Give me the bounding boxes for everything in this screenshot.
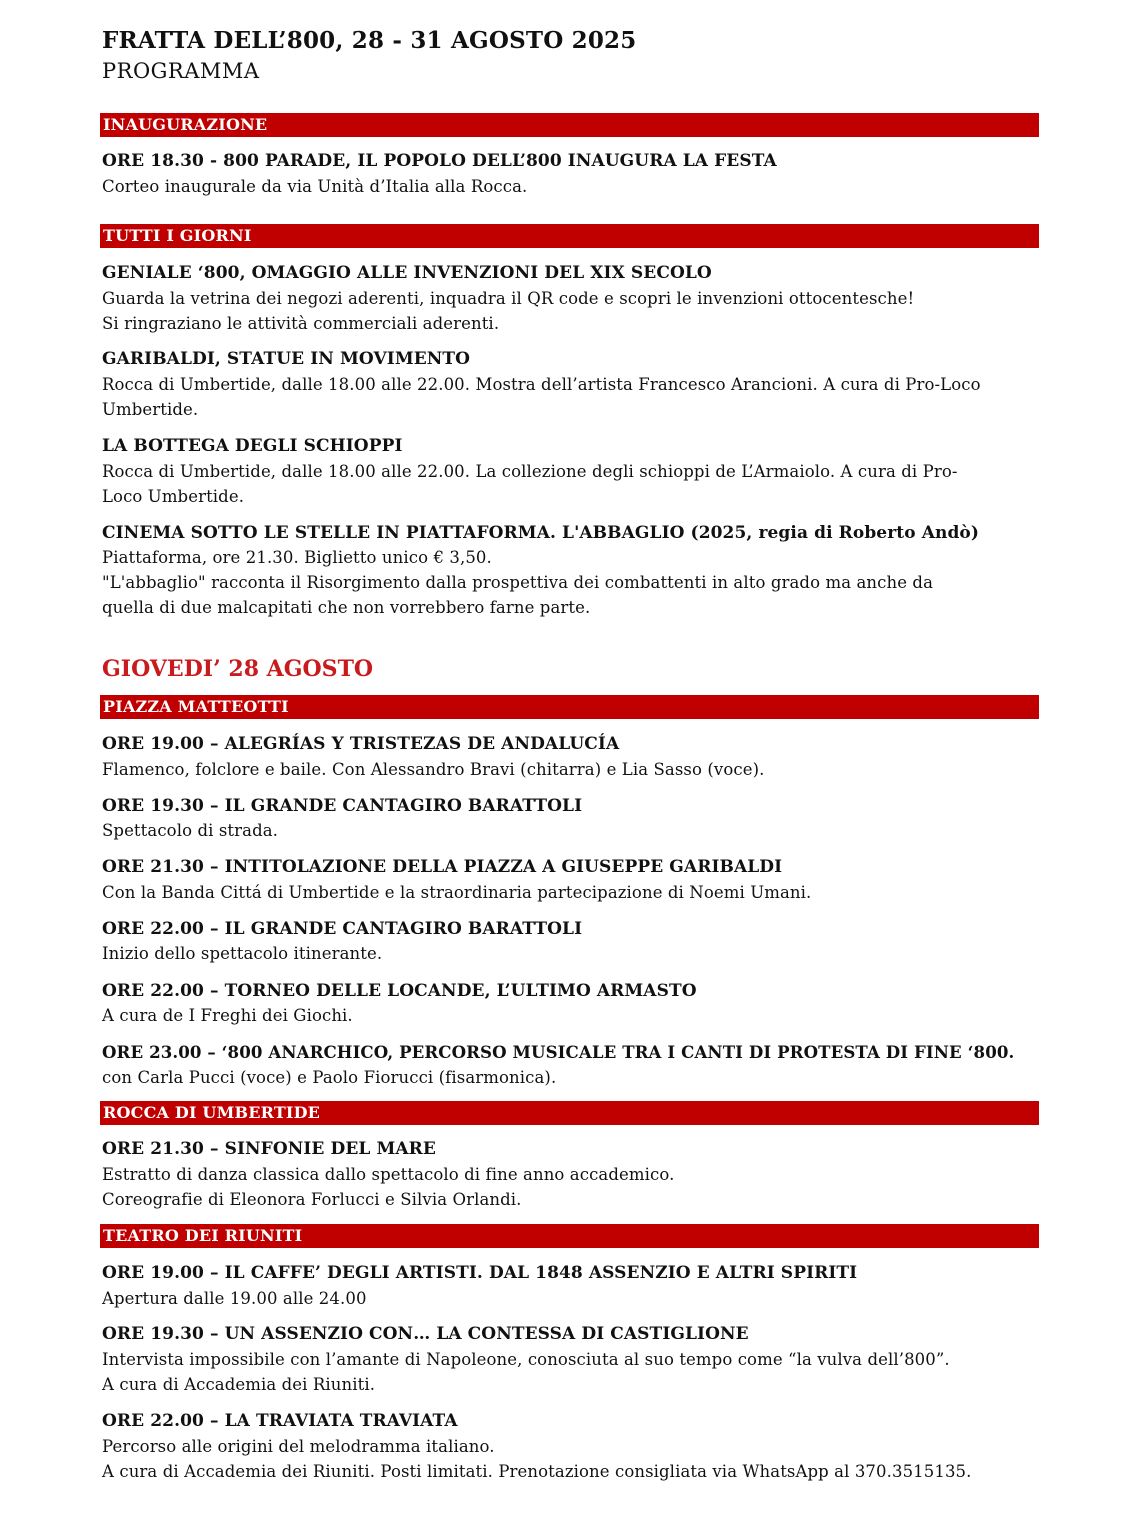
section-bar-teatro-dei-riuniti: TEATRO DEI RIUNITI [100, 1224, 1039, 1248]
event-title: ORE 19.00 – ALEGRÍAS Y TRISTEZAS DE ANDALUCÍA [102, 734, 620, 754]
event-description: Con la Banda Cittá di Umbertide e la straordinaria partecipazione di Noemi Umani. [102, 883, 812, 902]
event-description: "L'abbaglio" racconta il Risorgimento dalla prospettiva dei combattenti in alto grado ma anche da [102, 573, 934, 592]
event-title: ORE 22.00 – LA TRAVIATA TRAVIATA [102, 1411, 458, 1431]
section-bar-rocca-di-umbertide: ROCCA DI UMBERTIDE [100, 1101, 1039, 1125]
event-description: Percorso alle origini del melodramma italiano. [102, 1437, 495, 1456]
event-description: Umbertide. [102, 400, 199, 419]
event-description: Intervista impossibile con l’amante di Napoleone, conosciuta al suo tempo come “la vulva dell’800”. [102, 1350, 950, 1369]
event-description: Loco Umbertide. [102, 487, 245, 506]
event-description: A cura di Accademia dei Riuniti. [102, 1375, 376, 1394]
event-title: ORE 23.00 – ‘800 ANARCHICO, PERCORSO MUSICALE TRA I CANTI DI PROTESTA DI FINE ‘800. [102, 1042, 1015, 1062]
page-subtitle: PROGRAMMA [102, 59, 260, 83]
event-description: Inizio dello spettacolo itinerante. [102, 944, 383, 963]
page-title: FRATTA DELL’800, 28 - 31 AGOSTO 2025 [102, 27, 637, 54]
day-heading: GIOVEDI’ 28 AGOSTO [102, 656, 374, 682]
event-title: LA BOTTEGA DEGLI SCHIOPPI [102, 436, 403, 456]
event-description: con Carla Pucci (voce) e Paolo Fiorucci (fisarmonica). [102, 1068, 557, 1087]
section-bar-tutti-i-giorni: TUTTI I GIORNI [100, 224, 1039, 248]
event-description: Guarda la vetrina dei negozi aderenti, inquadra il QR code e scopri le invenzioni ottocentesche! [102, 289, 915, 308]
event-description: Piattaforma, ore 21.30. Biglietto unico € 3,50. [102, 548, 492, 567]
event-description: Apertura dalle 19.00 alle 24.00 [102, 1289, 367, 1308]
event-description: Corteo inaugurale da via Unità d’Italia alla Rocca. [102, 177, 528, 196]
event-description: Spettacolo di strada. [102, 821, 279, 840]
section-bar-piazza-matteotti: PIAZZA MATTEOTTI [100, 695, 1039, 719]
event-title: ORE 18.30 - 800 PARADE, IL POPOLO DELL’800 INAUGURA LA FESTA [102, 151, 777, 171]
event-description: A cura di Accademia dei Riuniti. Posti limitati. Prenotazione consigliata via WhatsApp al 370.3515135. [102, 1462, 972, 1481]
event-title: ORE 21.30 – INTITOLAZIONE DELLA PIAZZA A GIUSEPPE GARIBALDI [102, 857, 783, 877]
section-bar-inaugurazione: INAUGURAZIONE [100, 113, 1039, 137]
event-description: Coreografie di Eleonora Forlucci e Silvia Orlandi. [102, 1190, 522, 1209]
event-description: Rocca di Umbertide, dalle 18.00 alle 22.00. Mostra dell’artista Francesco Arancioni. A cura di Pro-Loco [102, 375, 981, 394]
event-title: GARIBALDI, STATUE IN MOVIMENTO [102, 349, 471, 369]
event-description: Flamenco, folclore e baile. Con Alessandro Bravi (chitarra) e Lia Sasso (voce). [102, 760, 765, 779]
event-title: ORE 21.30 – SINFONIE DEL MARE [102, 1139, 436, 1159]
event-description: A cura de I Freghi dei Giochi. [102, 1006, 353, 1025]
event-title: ORE 19.30 – UN ASSENZIO CON… LA CONTESSA DI CASTIGLIONE [102, 1324, 749, 1344]
event-title: ORE 19.00 – IL CAFFE’ DEGLI ARTISTI. DAL 1848 ASSENZIO E ALTRI SPIRITI [102, 1263, 858, 1283]
event-title: ORE 22.00 – IL GRANDE CANTAGIRO BARATTOLI [102, 919, 583, 939]
event-title: ORE 22.00 – TORNEO DELLE LOCANDE, L’ULTIMO ARMASTO [102, 981, 697, 1001]
event-description: Estratto di danza classica dallo spettacolo di fine anno accademico. [102, 1165, 675, 1184]
event-description: Si ringraziano le attività commerciali aderenti. [102, 314, 500, 333]
event-title: ORE 19.30 – IL GRANDE CANTAGIRO BARATTOLI [102, 796, 583, 816]
event-description: quella di due malcapitati che non vorrebbero farne parte. [102, 598, 591, 617]
event-description: Rocca di Umbertide, dalle 18.00 alle 22.00. La collezione degli schioppi de L’Armaiolo. A cura di Pro- [102, 462, 958, 481]
event-title: GENIALE ‘800, OMAGGIO ALLE INVENZIONI DEL XIX SECOLO [102, 263, 712, 283]
event-title: CINEMA SOTTO LE STELLE IN PIATTAFORMA. L'ABBAGLIO (2025, regia di Roberto Andò) [102, 523, 980, 543]
